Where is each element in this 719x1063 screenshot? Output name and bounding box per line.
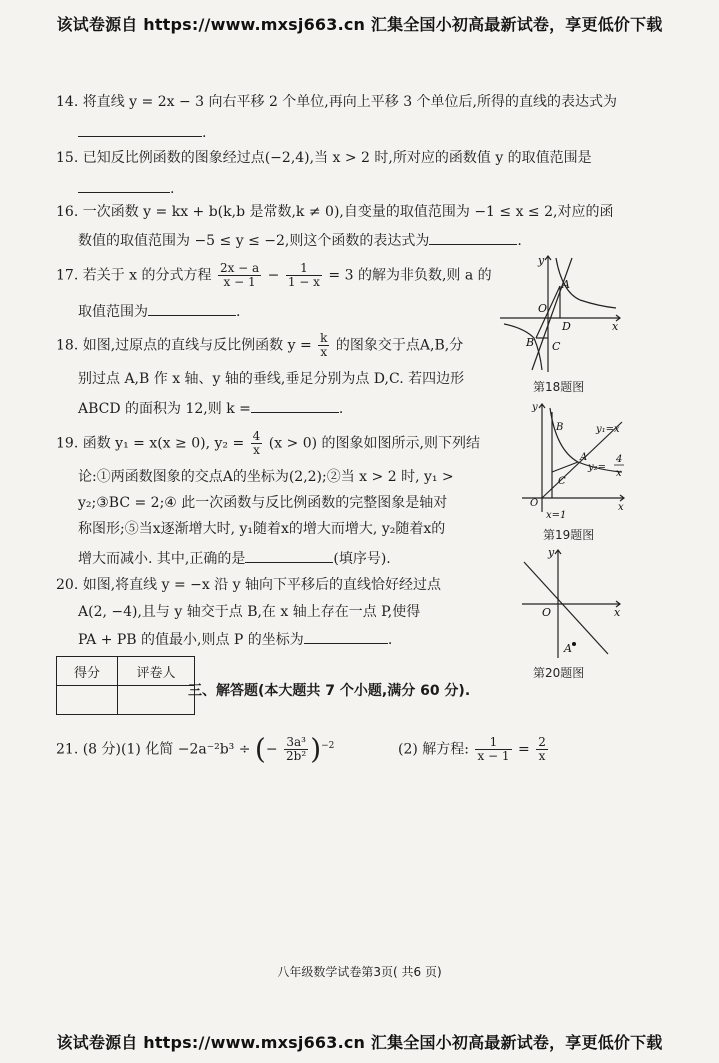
label-x: x [618, 502, 624, 513]
question-20-line2: A(2, −4),且与 y 轴交于点 B,在 x 轴上存在一点 P,使得 [78, 604, 421, 620]
question-14 [56, 95, 617, 109]
question-19-line4: 称图形;⑤当x逐渐增大时, y₁随着x的增大而增大, y₂随着x的 [78, 521, 446, 537]
score-cell[interactable] [57, 686, 118, 715]
question-17-line2: 取值范围为 . [78, 304, 241, 320]
fraction: $\frac{1}{x - 1}$ [477, 735, 510, 763]
line-y-neg-x [524, 562, 608, 654]
label-C: C [558, 476, 566, 487]
figure-19-caption: 第19题图 [543, 528, 595, 542]
label-y: y [538, 254, 545, 267]
label-O: O [542, 606, 552, 619]
answer-blank[interactable] [148, 303, 236, 316]
figure-19 [518, 400, 628, 522]
label-C: C [552, 340, 561, 353]
answer-blank[interactable] [251, 400, 339, 413]
figure-20-caption: 第20题图 [533, 666, 585, 680]
answer-blank[interactable] [304, 631, 388, 644]
label-B: B [526, 336, 535, 349]
point-A [572, 642, 576, 646]
label-D: D [562, 320, 571, 333]
label-y: y [532, 402, 538, 413]
label-y2-num: 4 [616, 454, 623, 465]
answer-blank[interactable] [78, 124, 202, 137]
question-19-line5: 增大而减小. 其中,正确的是 (填序号). [78, 551, 391, 567]
question-16-text: 16. 一次函数 y = kx + b(k,b 是常数,k ≠ 0),自变量的取值范围为 −1 ≤ x ≤ 2,对应的函 [56, 204, 614, 220]
label-x: x [614, 606, 621, 619]
question-14-text: 14. 将直线 y = 2x − 3 向右平移 2 个单位,再向上平移 3 个单位后,所得的直线的表达式为 [56, 94, 618, 110]
label-O: O [538, 302, 548, 315]
question-20: 20. 如图,将直线 y = −x 沿 y 轴向下平移后的直线恰好经过点 [56, 577, 442, 593]
question-15-text: 15. 已知反比例函数的图象经过点(−2,4),当 x > 2 时,所对应的函数值 y 的取值范围是 [56, 150, 592, 166]
question-15 [56, 151, 592, 165]
hyperbola-branch-2 [504, 324, 542, 370]
page-footer: 八年级数学试卷第3页( 共6 页) [277, 965, 442, 979]
figure-20 [518, 546, 624, 662]
label-B: B [556, 422, 564, 433]
label-A: A [564, 642, 572, 655]
source-banner-bottom: 该试卷源自 https://www.mxsj663.cn 汇集全国小初高最新试卷，享更低价下载 [56, 1033, 663, 1052]
question-18: 18. 如图,过原点的直线与反比例函数 y = $\frac{k}{x}$ 的图象交于点A,B,分 [56, 331, 464, 359]
score-header: 得分 [57, 657, 118, 686]
label-y1: y₁=x [596, 424, 620, 435]
figure-18-caption: 第18题图 [533, 380, 585, 394]
question-21-part2: (2) 解方程: $\frac{1}{x - 1}$ = $\frac{2}{x}$ [398, 735, 546, 763]
answer-blank[interactable] [429, 232, 517, 245]
grader-header: 评卷人 [118, 657, 195, 686]
question-21: 21. (8 分)(1) 化简 −2a⁻²b³ ÷ (− $\frac{\text{3a³}}{\text{2b²}}$ )$^{-2}$ [56, 732, 335, 766]
source-banner-top: 该试卷源自 https://www.mxsj663.cn 汇集全国小初高最新试卷，享更低价下载 [56, 15, 663, 34]
question-15-answer-line: . [78, 180, 174, 196]
figure-18 [498, 252, 626, 376]
question-20-line3: PA + PB 的值最小,则点 P 的坐标为 . [78, 632, 393, 648]
grader-cell[interactable] [118, 686, 195, 715]
fraction: $\frac{1}{1 - x}$ [287, 261, 320, 289]
score-table [56, 656, 195, 715]
question-14-answer-line: . [78, 124, 206, 140]
fraction: $\frac{2x - a}{x - 1}$ [219, 261, 260, 289]
question-17: 17. 若关于 x 的分式方程 $\frac{2x - a}{x - 1}$ − $\frac{1}{1 - x}$ = 3 的解为非负数,则 a 的 [56, 261, 492, 289]
question-19: 19. 函数 y₁ = x(x ≥ 0), y₂ = $\frac{4}{x}$ (x > 0) 的图象如图所示,则下列结 [56, 429, 480, 457]
label-x: x [612, 320, 619, 333]
section-heading: 三、解答题(本大题共 7 个小题,满分 60 分). [188, 683, 471, 699]
fraction: $\frac{\text{3a³}}{\text{2b²}}$ [286, 735, 307, 763]
fraction: $\frac{2}{x}$ [538, 735, 546, 763]
label-y2-den: x [616, 468, 622, 479]
label-A: A [562, 278, 570, 291]
label-y: y [548, 546, 555, 559]
answer-blank[interactable] [245, 550, 333, 563]
label-O: O [530, 498, 539, 509]
question-19-line2: 论:①两函数图象的交点A的坐标为(2,2);②当 x > 2 时, y₁ > [78, 469, 454, 485]
label-A: A [580, 452, 588, 463]
question-18-line3: ABCD 的面积为 12,则 k = . [78, 401, 344, 417]
question-16-line2: 数值的取值范围为 −5 ≤ y ≤ −2,则这个函数的表达式为 . [78, 233, 522, 249]
question-19-line3: y₂;③BC = 2;④ 此一次函数与反比例函数的完整图象是轴对 [78, 495, 448, 511]
question-16 [56, 205, 613, 219]
label-y2: y₂= [588, 462, 607, 473]
answer-blank[interactable] [78, 180, 170, 193]
question-18-line2: 别过点 A,B 作 x 轴、y 轴的垂线,垂足分别为点 D,C. 若四边形 [78, 371, 465, 387]
fraction: $\frac{4}{x}$ [252, 429, 261, 457]
label-x-eq-1: x=1 [546, 510, 567, 521]
fraction: $\frac{k}{x}$ [320, 331, 328, 359]
